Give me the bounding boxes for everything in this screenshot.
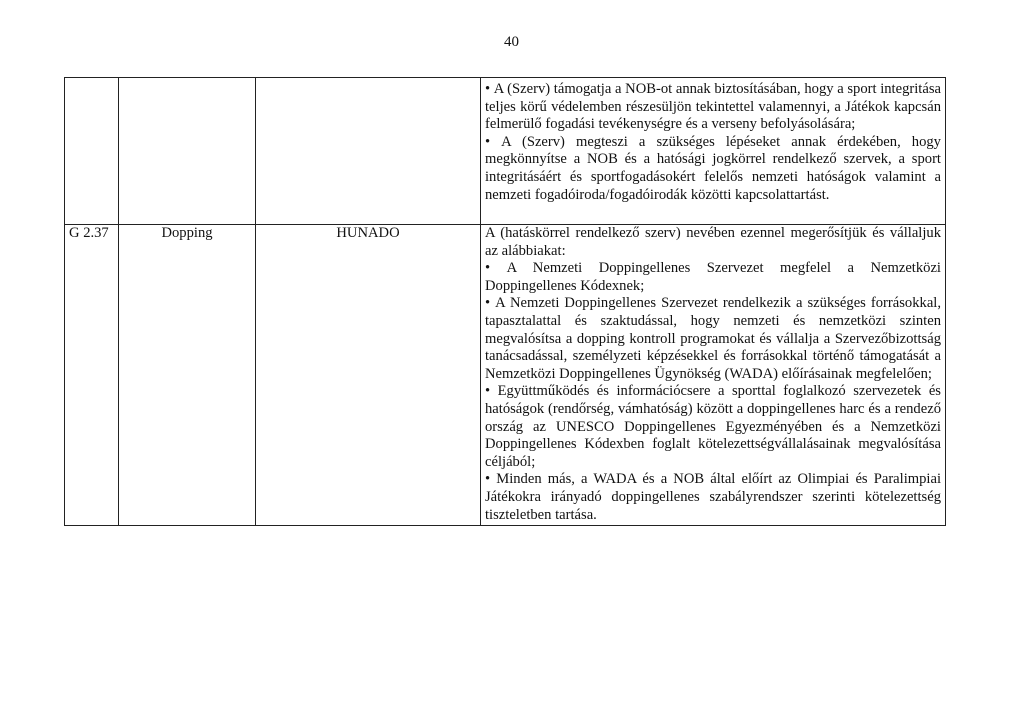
- table-row: [65, 225, 946, 526]
- bullet-item: • A Nemzeti Doppingellenes Szervezet megfelel a Nemzetközi Doppingellenes Kódexnek;: [485, 260, 941, 295]
- bullet-item: • A (Szerv) támogatja a NOB-ot annak biztosításában, hogy a sport integritása teljes körű védelemben részesüljön tekintettel valamennyi, a Játékok kapcsán felmerülő fogadási tevékenységre és a verseny befolyásolására;: [485, 81, 941, 134]
- bullet-item: • A (Szerv) megteszi a szükséges lépéseket annak érdekében, hogy megkönnyítse a NOB és a hatósági jogkörrel rendelkező szervek, a sport integritásáért és sportfogadásokért felelős nemzeti hatóságok valamint a nemzeti fogadóiroda/fogadóirodák közötti kapcsolattartást.: [485, 134, 941, 204]
- commitment-text-cell: [481, 78, 946, 225]
- organization-cell-empty: [256, 78, 481, 225]
- table-row: [65, 78, 946, 225]
- bullet-item: • Minden más, a WADA és a NOB által előírt az Olimpiai és Paralimpiai Játékokra irányadó doppingellenes szabályrendszer szerinti kötelezettség tiszteletben tartása.: [485, 471, 941, 524]
- bullet-item: • A Nemzeti Doppingellenes Szervezet rendelkezik a szükséges forrásokkal, tapasztalattal és szaktudással, hogy nemzeti és nemzetközi szinten megvalósítsa a dopping kontroll programokat és vállalja a Szervezőbizottság tanácsadással, személyzeti képzésekkel és forrásokkal történő támogatását a Nemzetközi Doppingellenes Ügynökség (WADA) előírásainak megfelelően;: [485, 295, 941, 383]
- topic-cell-empty: [119, 78, 256, 225]
- topic-cell: Dopping: [119, 225, 256, 526]
- bullet-item: • Együttműködés és információcsere a sporttal foglalkozó szervezetek és hatóságok (rendőrség, vámhatóság) között a doppingellenes harc és a rendező ország az UNESCO Doppingellenes Egyezményében és a Nemzetközi Doppingellenes Kódexben foglalt kötelezettségvállalásainak megvalósítása céljából;: [485, 383, 941, 471]
- organization-cell: HUNADO: [256, 225, 481, 526]
- page-number: 40: [504, 34, 519, 50]
- commitment-text-cell: [481, 225, 946, 526]
- intro-paragraph: A (hatáskörrel rendelkező szerv) nevében ezennel megerősítjük és vállaljuk az alábbiakat:: [485, 225, 941, 259]
- code-cell-empty: [65, 78, 119, 225]
- commitments-table: [64, 77, 946, 526]
- code-cell: G 2.37: [65, 225, 119, 526]
